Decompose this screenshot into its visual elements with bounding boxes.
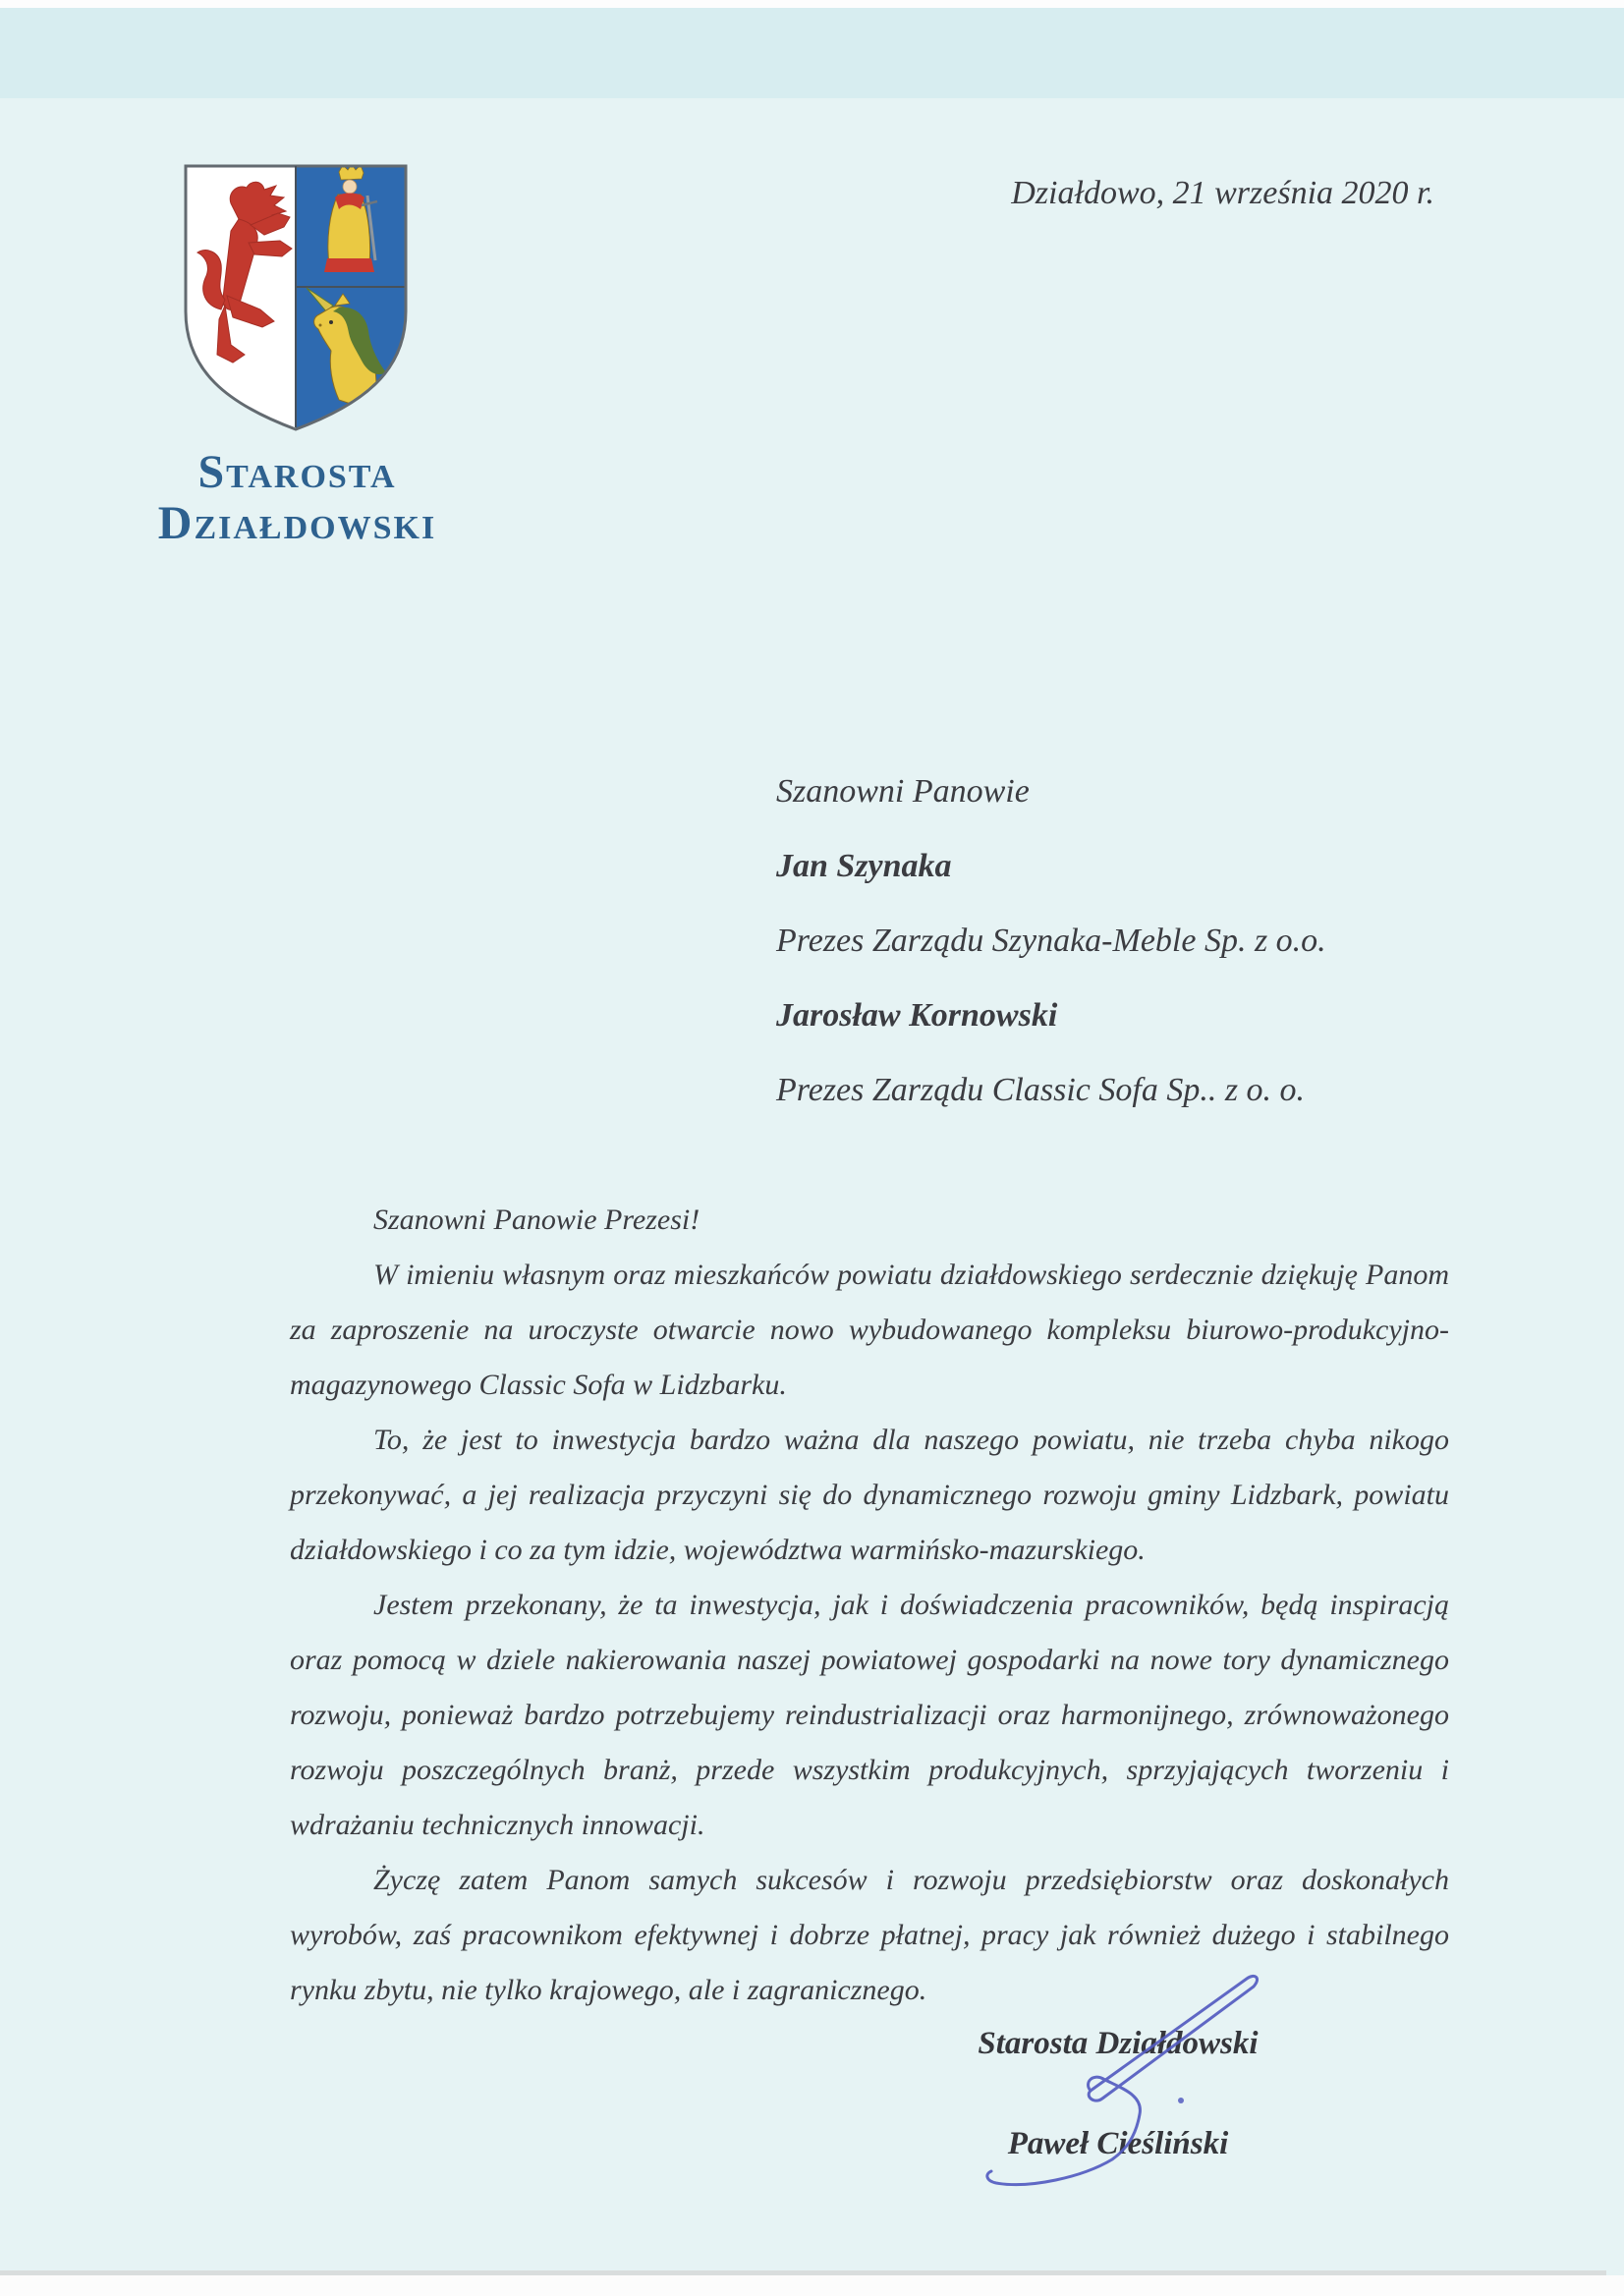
handwritten-signature-ink <box>943 1955 1277 2201</box>
letter-paragraph: Życzę zatem Panom samych sukcesów i rozwoju przedsiębiorstw oraz doskonałych wyrobów, zaś pracownikom efektywnej i dobrze płatnej, pracy jak również dużego i stabilnego rynku zbytu, nie tylko krajowego, ale i zagranicznego. <box>290 1864 1449 2006</box>
letter-paragraph: Jestem przekonany, że ta inwestycja, jak i doświadczenia pracowników, będą inspiracją oraz pomocą w dziele nakierowania naszej powiatowej gospodarki na nowe tory dynamicznego rozwoju, ponieważ bardzo potrzebujemy reindustrializacji oraz harmonijnego, zrównoważonego rozwoju poszczególnych branż, przede wszystkim produkcyjnych, sprzyjających tworzeniu i wdrażaniu technicznych innowacji. <box>290 1589 1449 1841</box>
recipients-block <box>776 755 1326 1128</box>
letter-paragraph: To, że jest to inwestycja bardzo ważna dla naszego powiatu, nie trzeba chyba nikogo przekonywać, a jej realizacja przyczyni się do dynamicznego rozwoju gminy Lidzbark, powiatu działdowskiego i co za tym idzie, województwa warmińsko-mazurskiego. <box>290 1424 1449 1566</box>
recipient-name: Jarosław Kornowski <box>776 997 1058 1034</box>
scan-edge-bottom <box>0 2275 1624 2296</box>
office-title-line1: Starosta <box>197 446 397 498</box>
signature-role: Starosta Działdowski <box>978 2026 1259 2061</box>
recipient-title: Prezes Zarządu Szynaka-Meble Sp. z o.o. <box>776 923 1326 959</box>
recipient-title: Prezes Zarządu Classic Sofa Sp.. z o. o. <box>776 1072 1306 1108</box>
office-title-line2: Działdowski <box>157 497 437 549</box>
letter-greeting: Szanowni Panowie Prezesi! <box>373 1204 700 1236</box>
scan-edge-top <box>0 0 1624 8</box>
coat-of-arms-emblem <box>182 162 410 435</box>
scan-tint-band <box>0 8 1624 98</box>
office-title <box>138 447 457 549</box>
recipients-salutation: Szanowni Panowie <box>776 773 1030 810</box>
dateline: Działdowo, 21 września 2020 r. <box>1011 175 1434 211</box>
letter-paragraph: W imieniu własnym oraz mieszkańców powiatu działdowskiego serdecznie dziękuję Panom za zaproszenie na uroczyste otwarcie nowo wybudowanego kompleksu biurowo-produkcyjno-magazynowego Classic Sofa w Lidzbarku. <box>290 1259 1449 1401</box>
coat-of-arms-icon <box>182 162 410 435</box>
signature-name: Paweł Cieśliński <box>1007 2126 1229 2161</box>
letter-body <box>290 1193 1449 2018</box>
recipient-name: Jan Szynaka <box>776 848 952 884</box>
